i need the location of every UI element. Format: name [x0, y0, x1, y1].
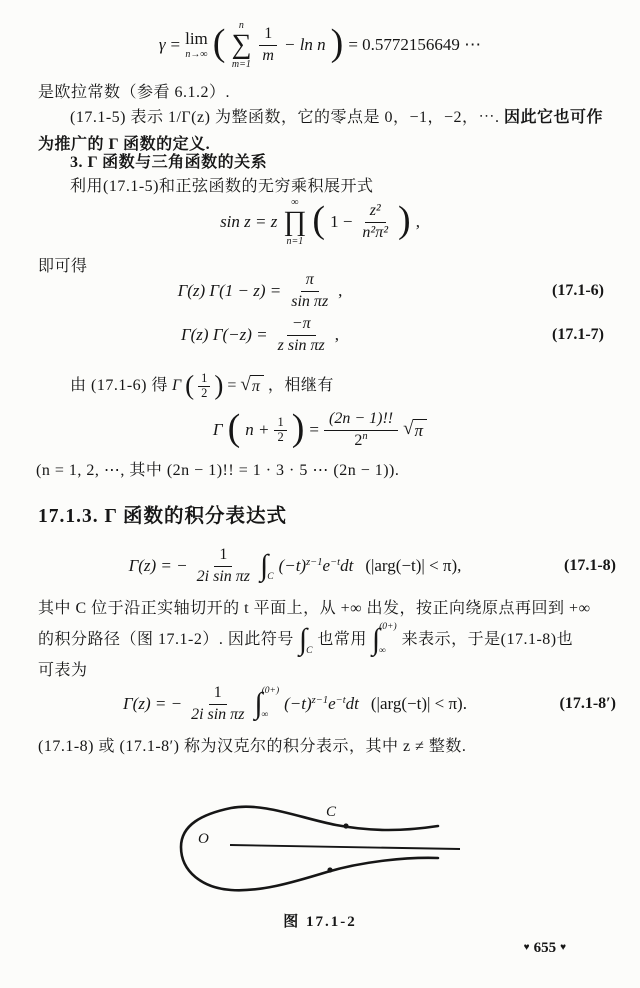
- paragraph-contour-2: [38, 620, 573, 660]
- math-token: = 0.5772156649 ⋯: [348, 35, 482, 54]
- condition: (|arg(−t)| < π),: [365, 556, 462, 575]
- equation-tag: (17.1-8′): [559, 695, 616, 712]
- page-number: [520, 940, 570, 957]
- math-token: =: [227, 377, 237, 394]
- paragraph-text: 由 (17.1-6) 得: [70, 377, 168, 394]
- paragraph-jikede: 即可得: [38, 258, 88, 275]
- math-token: − ln n: [283, 35, 326, 54]
- left-paren: (: [212, 22, 226, 64]
- math-token: =: [170, 35, 181, 54]
- fraction: $\frac{1}{\text{2i sin πz}}$: [196, 546, 250, 585]
- equation-17-1-8-prime: [0, 678, 640, 730]
- equation-tag: (17.1-6): [552, 282, 604, 299]
- left-paren: (: [185, 369, 195, 400]
- formula-sine-product: [0, 194, 640, 250]
- product-operator: ∞ ∏ n=1: [283, 196, 307, 247]
- limit-operator: lim n→∞: [185, 29, 208, 60]
- integrand: $(-t)^{z-1}e^{-t}dt$: [278, 556, 354, 575]
- math-token: γ: [158, 35, 166, 54]
- paragraph-text: (17.1-5) 表示 1/Γ(z) 为整函数，它的零点是 0，−1，−2，⋯.: [70, 109, 500, 126]
- equation-tag: (17.1-7): [552, 326, 604, 343]
- right-paren: ): [398, 199, 411, 241]
- math-token: Γ(z) Γ(−z) =: [180, 325, 268, 344]
- math-token: sin z = z: [220, 212, 278, 231]
- fraction: $\frac{1}{m}$: [257, 25, 279, 65]
- math-token: Γ: [172, 377, 182, 394]
- condition: (|arg(−t)| < π).: [370, 694, 467, 713]
- summation-operator: n ∑ m=1: [231, 19, 252, 70]
- paragraph-sine-product: 利用(17.1-5)和正弦函数的无穷乘积展开式: [70, 178, 374, 195]
- paragraph-contour-1: 其中 C 位于沿正实轴切开的 t 平面上，从 +∞ 出发，按正向绕原点再回到 +∞: [38, 600, 591, 617]
- page-number-value: 655: [533, 940, 557, 956]
- math-token: ,: [415, 212, 420, 231]
- hankel-contour-figure: [160, 788, 480, 906]
- upper-direction-dot: [343, 823, 348, 828]
- fraction: $\frac{1}{\text{2i sin πz}}$: [191, 684, 245, 723]
- paragraph-text: ，相继有: [267, 377, 334, 394]
- section-heading-17-1-3: 17.1.3. Γ 函数的积分表达式: [38, 506, 288, 527]
- square-root: √ π: [403, 419, 427, 441]
- subheading-trig-relation: 3. Γ 函数与三角函数的关系: [70, 154, 268, 171]
- math-token: ,: [334, 325, 340, 344]
- paragraph-text-emphasis: 因此它也可作为推广的 Γ 函数的定义.: [38, 109, 604, 153]
- paragraph-text: 来表示，于是(17.1-8)也: [401, 631, 574, 648]
- paragraph-text: 的积分路径（图 17.1-2）. 因此符号: [38, 631, 294, 648]
- left-paren: (: [312, 199, 326, 241]
- lower-direction-dot: [327, 867, 332, 872]
- paragraph-contour-3: 可表为: [38, 662, 88, 679]
- ornament-icon: ♥: [560, 942, 566, 953]
- paragraph-text: 也常用: [317, 631, 367, 648]
- fraction: $\frac{1}{2}$: [274, 416, 286, 443]
- math-token: ,: [338, 281, 343, 300]
- math-token: 1 −: [330, 212, 353, 231]
- left-paren: (: [227, 407, 241, 449]
- right-paren: ): [291, 407, 305, 449]
- origin-label: O: [198, 831, 209, 847]
- math-token: Γ(z) = −: [123, 694, 183, 713]
- formula-gamma-n-half: [0, 406, 640, 454]
- equation-17-1-6: [0, 268, 640, 314]
- formula-euler-constant: [0, 18, 640, 72]
- math-token: Γ(z) = −: [128, 556, 188, 575]
- contour-label: C: [326, 804, 337, 820]
- fraction: $\frac{1}{2}$: [198, 372, 210, 399]
- math-token: Γ: [212, 420, 223, 439]
- fraction: $\frac{-\pi}{\text{z sin πz}}$: [277, 315, 325, 354]
- integral-operator: ∫ (0+) ∞: [254, 686, 280, 720]
- branch-cut-axis: [230, 845, 460, 849]
- integrand: $(-t)^{z-1}e^{-t}dt$: [284, 694, 359, 713]
- equation-17-1-8: [0, 540, 640, 592]
- math-token: n +: [245, 420, 270, 439]
- equation-17-1-7: [0, 312, 640, 358]
- integral-operator: ∫ C: [298, 623, 313, 656]
- fraction: $\frac{(2n - 1)!!}{2^n}$: [324, 410, 398, 450]
- right-paren: ): [330, 22, 344, 64]
- paragraph-double-factorial-note: (n = 1, 2, ⋯, 其中 (2n − 1)!! = 1 · 3 · 5 ⋯ (2n − 1)).: [36, 462, 400, 479]
- paragraph-gamma-half: [70, 366, 334, 406]
- square-root: √ π: [240, 375, 263, 396]
- fraction: $\frac{\pi}{\text{sin πz}}$: [291, 271, 329, 310]
- math-token: =: [309, 420, 319, 439]
- figure-caption: 图 17.1-2: [283, 914, 357, 930]
- right-paren: ): [214, 369, 224, 400]
- ornament-icon: ♥: [523, 942, 530, 953]
- math-token: Γ(z) Γ(1 − z) =: [177, 281, 282, 300]
- equation-tag: (17.1-8): [564, 557, 616, 574]
- fraction: $\frac{\text{z²}}{\text{n²π²}}$: [362, 202, 389, 241]
- paragraph-euler-note: 是欧拉常数（参看 6.1.2）.: [38, 84, 231, 101]
- paragraph-hankel: (17.1-8) 或 (17.1-8′) 称为汉克尔的积分表示，其中 z ≠ 整数.: [38, 738, 467, 755]
- integral-operator: ∫ (0+) ∞: [371, 622, 397, 656]
- integral-operator: ∫ C: [260, 549, 274, 582]
